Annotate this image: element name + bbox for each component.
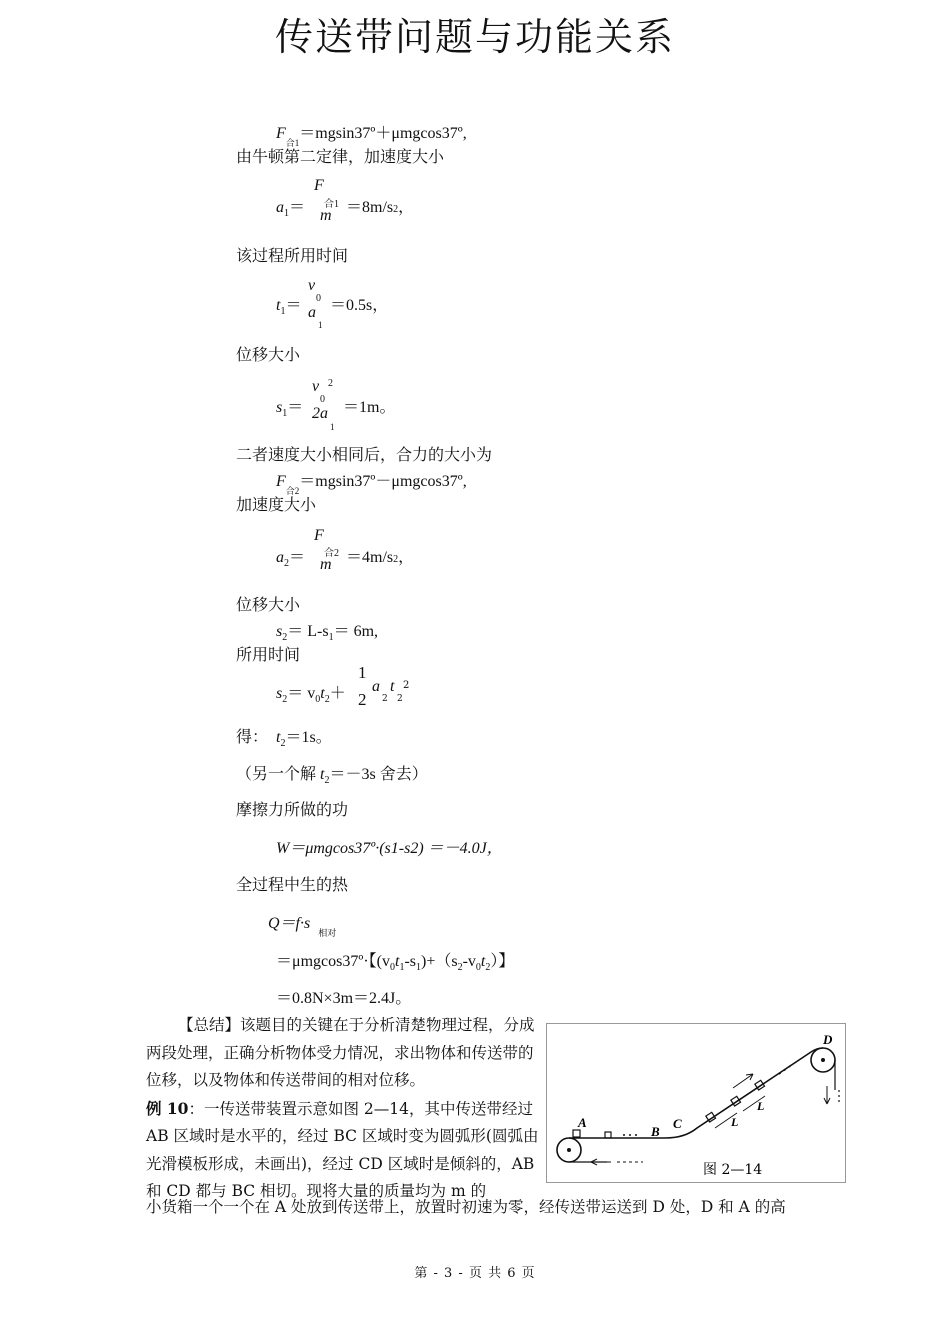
fraction-half-numerator: 1 <box>358 663 367 682</box>
comma: ， <box>398 549 415 566</box>
page-footer: 第 - 3 - 页 共 6 页 <box>414 1266 536 1281</box>
equation-t1-rhs: ＝0.5s， <box>330 297 389 314</box>
label-l2: L <box>757 1099 765 1113</box>
equation-body: t <box>480 953 486 970</box>
equation-f1 <box>276 120 467 148</box>
equals-sign: ＝ <box>289 199 306 216</box>
subscript: 2 <box>284 558 289 569</box>
symbol-t: t <box>320 766 325 783</box>
subscript: 1 <box>399 962 405 973</box>
symbol-a: a <box>372 678 380 695</box>
text-newton: 由牛顿第二定律，加速度大小 <box>236 147 445 166</box>
text-same-speed: 二者速度大小相同后，合力的大小为 <box>236 445 493 464</box>
equation-a1-rhs <box>346 194 414 217</box>
fraction-denominator-sub: 1 <box>318 320 323 330</box>
label-b: B <box>651 1124 660 1139</box>
plus-sign: ＋ <box>329 685 346 702</box>
fraction-half-denominator: 2 <box>358 690 367 709</box>
fraction-numerator-sub: 0 <box>316 293 321 304</box>
subscript: 2 <box>457 962 463 973</box>
equation-s2b <box>276 680 346 705</box>
equation-body: ＝ v <box>287 685 316 702</box>
equation-heat-line3: ＝0.8N×3m＝2.4J。 <box>276 990 412 1007</box>
symbol-f: F <box>276 473 286 490</box>
symbol-s: s <box>276 399 283 416</box>
equals-sign: ＝ <box>285 297 302 314</box>
label-a: A <box>578 1115 587 1130</box>
belt-direction-arrow <box>733 1074 753 1088</box>
label-c: C <box>673 1116 682 1131</box>
subscript: 2 <box>382 694 388 704</box>
unit-exponent: 2 <box>393 554 399 565</box>
text-time: 该过程所用时间 <box>236 246 349 265</box>
symbol-a: a <box>276 549 284 566</box>
value: ＝8m/s <box>346 199 394 216</box>
symbol-t: t <box>276 729 281 746</box>
equation-f2 <box>276 468 467 496</box>
subscript: 合1 <box>285 138 300 148</box>
symbol-a: a <box>276 199 284 216</box>
equation-body: ＝ 6m, <box>333 623 379 640</box>
fraction-denominator: 2a <box>312 405 328 422</box>
text: ＝－3s 舍去） <box>329 766 428 783</box>
equals-sign: ＝ <box>287 399 304 416</box>
fraction-numerator-sub: 合1 <box>324 199 339 210</box>
subscript: 1 <box>328 632 334 643</box>
subscript: 1 <box>416 962 421 973</box>
equation-body: ＝μmgcos37º·【(v <box>276 953 390 970</box>
right-pulley-axle <box>821 1058 825 1062</box>
subscript: 1 <box>280 306 286 317</box>
label: 得： <box>236 729 269 746</box>
subscript: 0 <box>315 694 321 705</box>
belt-top <box>569 1048 823 1138</box>
fraction-denominator: m <box>320 556 332 573</box>
equation-heat-line2 <box>276 948 514 973</box>
equation-body: )+（s <box>421 953 458 970</box>
example-label: 例 10 <box>146 1098 189 1118</box>
example-text-continued: 小货箱一个一个在 A 处放到传送带上，放置时初速为零，经传送带运送到 D 处，D 和 A 的高 <box>146 1198 786 1216</box>
subscript: 2 <box>324 775 330 786</box>
subscript: 相对 <box>318 928 337 938</box>
example-paragraph <box>146 1095 540 1206</box>
subscript: 2 <box>282 694 288 705</box>
subscript: 2 <box>280 738 286 749</box>
subscript: 1 <box>282 408 288 419</box>
equation-body: ＝ L-s <box>287 623 329 640</box>
symbol-s: s <box>276 623 283 640</box>
fraction-numerator-sub: 合2 <box>324 548 339 559</box>
fraction-numerator: v <box>312 378 320 395</box>
equation-body: Q＝f·s <box>268 915 311 932</box>
example-text: ：一传送带装置示意如图 2—14，其中传送带经过 AB 区域时是水平的，经过 BC 区域时变为圆弧形(圆弧由光滑模板形成，未画出)，经过 CD 区域时是倾斜的，AB 和 CD 都与 BC 相切。现将大量的质量均为 m 的 <box>146 1099 539 1200</box>
comma: ， <box>398 199 415 216</box>
symbol-t: t <box>390 678 395 695</box>
summary-text: 【总结】该题目的关键在于分析清楚物理过程，分成两段处理，正确分析物体受力情况，求出物体和传送带的位移，以及物体和传送带间的相对位移。 <box>146 1016 535 1089</box>
cargo-box-a <box>573 1130 580 1137</box>
symbol-s: s <box>276 685 283 702</box>
symbol-t: t <box>276 297 281 314</box>
equals-sign: ＝ <box>289 549 306 566</box>
page-title: 传送带问题与功能关系 <box>274 15 675 59</box>
subscript: 2 <box>485 962 491 973</box>
subscript: 0 <box>475 962 481 973</box>
fraction-numerator: F <box>314 177 324 194</box>
equation-s1-rhs: ＝1m。 <box>343 399 396 416</box>
label-d: D <box>823 1032 833 1047</box>
equation-body: -v <box>462 953 476 970</box>
subscript: 2 <box>324 694 330 705</box>
text-friction-work: 摩擦力所做的功 <box>236 800 349 819</box>
text: （另一个解 <box>236 766 321 783</box>
conveyor-diagram <box>547 1024 845 1182</box>
equation-s1-lhs <box>276 394 303 419</box>
equation-t1-lhs <box>276 292 301 317</box>
text-acceleration: 加速度大小 <box>236 495 317 514</box>
text-displacement-1: 位移大小 <box>236 345 301 364</box>
equation-body: ＝mgsin37º－μmgcos37º, <box>299 473 467 490</box>
value: ＝1s。 <box>285 729 332 746</box>
figure-caption: 图 2—14 <box>703 1162 763 1178</box>
subscript: 0 <box>389 962 395 973</box>
symbol-f: F <box>276 125 286 142</box>
equation-work: W＝μmgcos37º·(s1-s2) ＝－4.0J， <box>276 840 503 857</box>
text-time-2: 所用时间 <box>236 645 301 664</box>
fraction-numerator: v <box>308 277 316 294</box>
equation-body: -s <box>404 953 416 970</box>
text-other-solution <box>236 761 428 786</box>
text-displacement-2: 位移大小 <box>236 595 301 614</box>
fraction-numerator-sup: 2 <box>328 378 333 389</box>
left-pulley-axle <box>567 1148 571 1152</box>
equation-body: t <box>394 953 400 970</box>
equation-a2-lhs <box>276 544 305 569</box>
cargo-box <box>605 1132 611 1138</box>
subscript: 2 <box>282 632 288 643</box>
fraction-denominator: a <box>308 304 316 321</box>
fraction-denominator: m <box>320 207 332 224</box>
equation-a2-rhs <box>346 544 414 567</box>
subscript: 合2 <box>285 486 300 496</box>
equation-body: ）】 <box>490 953 515 970</box>
equation-heat <box>268 910 337 938</box>
label-l1: L <box>731 1115 739 1129</box>
equation-result <box>236 724 332 749</box>
symbol-t: t <box>320 685 325 702</box>
fraction-numerator-sub: 0 <box>320 394 325 405</box>
fraction-numerator: F <box>314 527 324 544</box>
equation-body: ＝mgsin37º＋μmgcos37º, <box>299 125 467 142</box>
figure-conveyor <box>546 1023 846 1183</box>
superscript: 2 <box>403 680 410 691</box>
unit-exponent: 2 <box>393 204 399 215</box>
equation-s2a <box>276 618 378 643</box>
subscript: 2 <box>397 694 403 704</box>
text-heat: 全过程中生的热 <box>236 875 349 894</box>
summary-paragraph <box>146 1012 540 1206</box>
value: ＝4m/s <box>346 549 394 566</box>
fraction-denominator-sub: 1 <box>330 422 335 432</box>
equation-a1-lhs <box>276 194 305 219</box>
subscript: 1 <box>284 208 289 219</box>
